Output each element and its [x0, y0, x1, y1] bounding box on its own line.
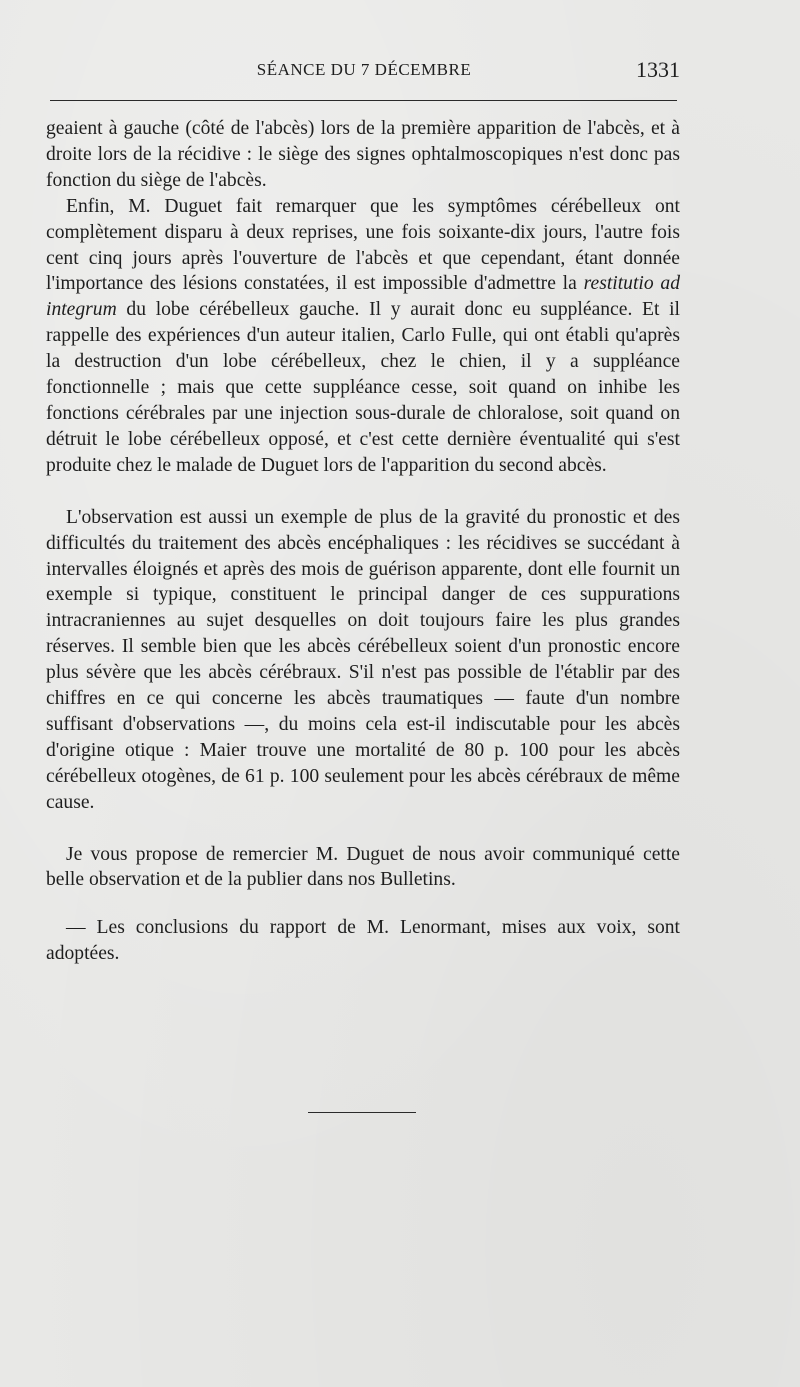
- latin-phrase: restitutio ad integrum: [46, 273, 680, 321]
- running-header: [48, 57, 680, 86]
- paragraph-text-part: Enfin, M. Duguet fait remarquer que les symptômes cérébelleux ont complètement disparu à deux reprises, une fois soixante-dix jours, l'autre fois cent cinq jours après l'ouverture de l'abcès et que cependant, étant donnée l'importance des lésions constatées, il est impossible d'admettre la: [46, 195, 680, 295]
- paragraph-duguet-remarks: [46, 194, 680, 479]
- end-rule: [308, 1112, 416, 1113]
- header-rule: [50, 100, 677, 101]
- paragraph-continuation: geaient à gauche (côté de l'abcès) lors de la première apparition de l'abcès, et à droite lors de la récidive : le siège des signes ophtalmoscopiques n'est donc pas fonction du siège de l'abcès.: [46, 118, 680, 191]
- paragraph-text-part: du lobe cérébelleux gauche. Il y aurait donc eu suppléance. Et il rappelle des expériences d'un auteur italien, Carlo Fulle, qui ont établi qu'après la destruction d'un lobe cérébelleux, chez le chien, il y a suppléance fonctionnelle ; mais que cette suppléance cesse, soit quand on inhibe les fonctions cérébrales par une injection sous-durale de chloralose, soit quand on détruit le lobe cérébelleux opposé, et c'est cette dernière éventualité qui s'est produite chez le malade de Duguet lors de l'apparition du second abcès.: [46, 299, 680, 476]
- paragraph-prognosis: L'observation est aussi un exemple de plus de la gravité du pronostic et des difficultés du traitement des abcès encéphaliques : les récidives se succédant à intervalles éloignés et après des mois de guérison apparente, dont elle fournit un exemple si typique, constituent le principal danger de ces suppurations intracraniennes au sujet desquelles on doit toujours faire les plus grandes réserves. Il semble bien que les abcès cérébelleux soient d'un pronostic encore plus sévère que les abcès cérébraux. S'il n'est pas possible de l'établir par des chiffres en ce qui concerne les abcès traumatiques — faute d'un nombre suffisant d'observations —, du moins cela est-il indiscutable pour les abcès d'origine otique : Maier trouve une mortalité de 80 p. 100 pour les abcès cérébelleux otogènes, de 61 p. 100 seulement pour les abcès cérébraux de même cause.: [46, 506, 680, 813]
- paragraph-proposal: Je vous propose de remercier M. Duguet de nous avoir communiqué cette belle observation et de la publier dans nos Bulletins.: [46, 843, 680, 891]
- paragraph-conclusion: — Les conclusions du rapport de M. Lenormant, mises aux voix, sont adoptées.: [46, 917, 680, 965]
- running-title: SÉANCE DU 7 DÉCEMBRE: [256, 60, 472, 79]
- body-text: [46, 116, 680, 967]
- page-number: 1331: [636, 57, 680, 82]
